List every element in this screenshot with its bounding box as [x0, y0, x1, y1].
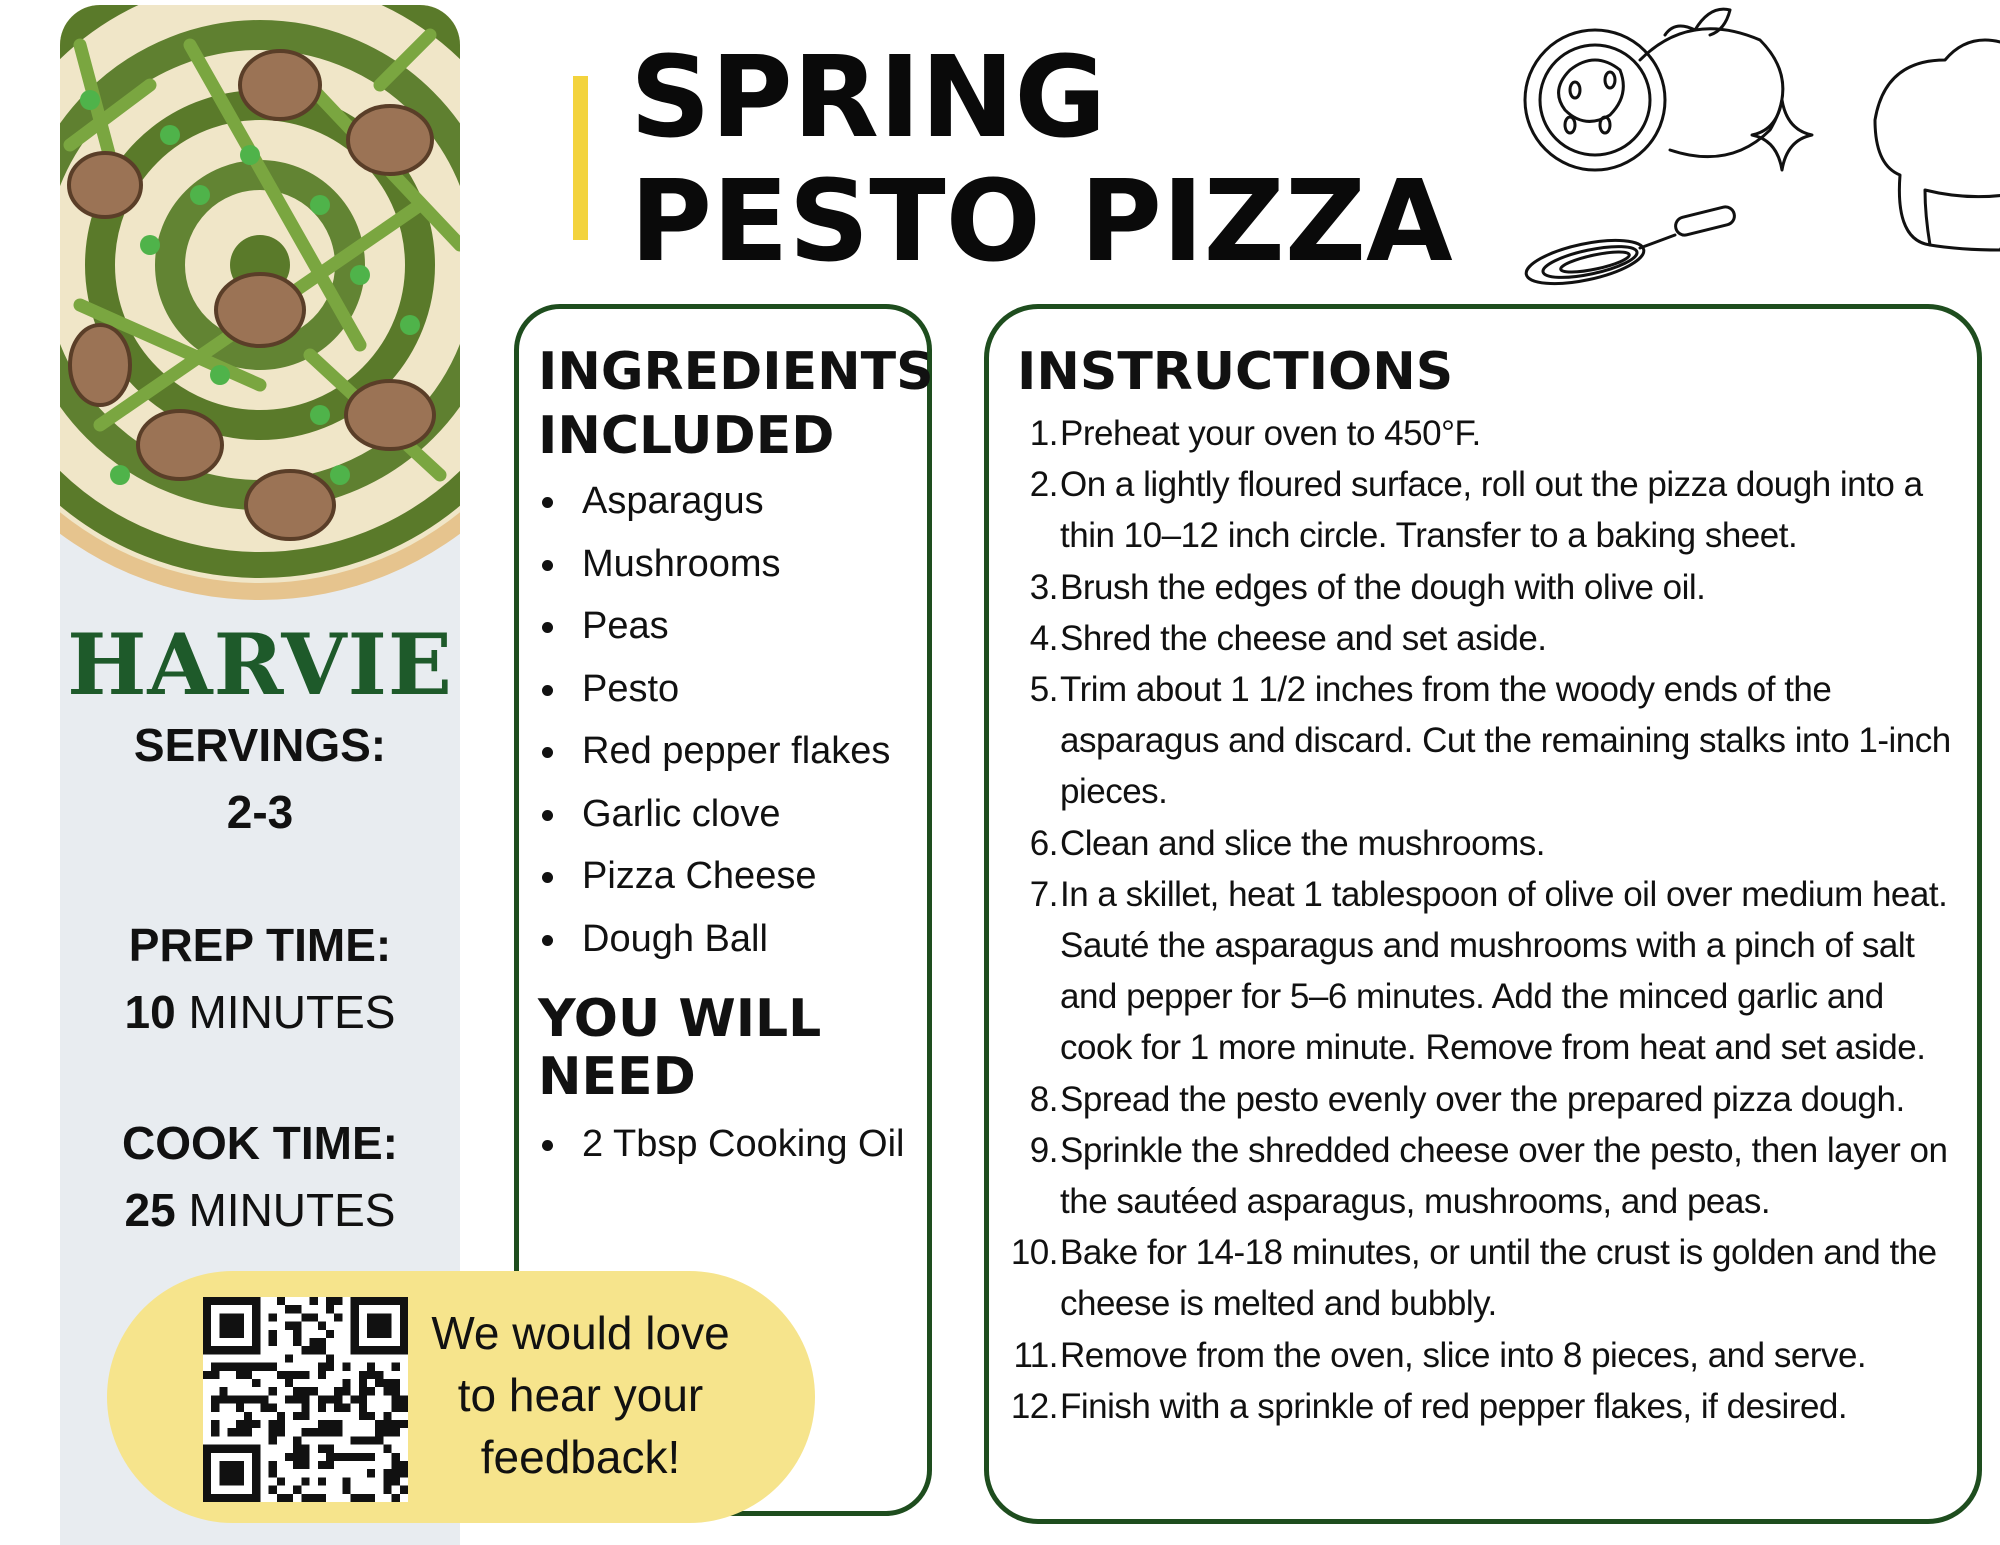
step-number: 8.	[1029, 1079, 1058, 1119]
ingredients-heading-line1: INGREDIENTS	[538, 342, 934, 402]
step-text: Sprinkle the shredded cheese over the pesto, then layer on the sautéed asparagus, mushrooms, and peas.	[1060, 1130, 1948, 1222]
step-text: Trim about 1 1/2 inches from the woody ends of the asparagus and discard. Cut the remaining stalks into 1-inch pieces.	[1060, 670, 1951, 812]
step-number: 12.	[1010, 1386, 1058, 1426]
prep-time-number: 10	[124, 986, 176, 1038]
servings-value: 2-3	[226, 786, 294, 838]
cook-time-number: 25	[124, 1184, 176, 1236]
list-item	[1000, 408, 1960, 459]
step-text: Preheat your oven to 450°F.	[1060, 414, 1481, 453]
list-item: Pesto	[538, 658, 918, 721]
instructions-heading: INSTRUCTIONS	[1017, 342, 1454, 402]
cook-time-label: COOK TIME:	[122, 1117, 398, 1169]
list-item	[1000, 562, 1960, 613]
step-text: Shred the cheese and set aside.	[1060, 618, 1547, 658]
step-text: Brush the edges of the dough with olive oil.	[1060, 567, 1706, 607]
you-will-need-list	[538, 1113, 918, 1175]
list-item: Pizza Cheese	[538, 845, 918, 908]
step-number: 10.	[1010, 1233, 1058, 1273]
step-number: 4.	[1029, 618, 1058, 658]
cook-time-value	[60, 1183, 460, 1237]
you-will-need-heading-line1: YOU WILL	[538, 989, 822, 1049]
list-item	[1000, 1227, 1960, 1329]
list-item	[1000, 1381, 1960, 1432]
qr-code-graphic	[203, 1297, 408, 1502]
page-title: SPRING PESTO PIZZA	[630, 33, 1453, 287]
cook-time-unit: MINUTES	[188, 1184, 396, 1236]
list-item: Asparagus	[538, 470, 918, 533]
feedback-line3: feedback!	[480, 1431, 681, 1483]
ingredients-heading	[538, 340, 934, 468]
ingredients-heading-line2: INCLUDED	[538, 406, 835, 466]
feedback-message	[418, 1302, 743, 1488]
list-item	[1000, 613, 1960, 664]
list-item	[1000, 1074, 1960, 1125]
step-text: Finish with a sprinkle of red pepper flakes, if desired.	[1060, 1386, 1848, 1426]
servings-label: SERVINGS:	[133, 719, 387, 771]
list-item: Dough Ball	[538, 908, 918, 971]
step-number: 9.	[1029, 1130, 1058, 1170]
kitchen-doodles	[1510, 0, 2000, 300]
feedback-line1: We would love	[431, 1307, 730, 1359]
ingredients-list	[538, 470, 918, 970]
feedback-line2: to hear your	[457, 1369, 704, 1421]
list-item	[1000, 664, 1960, 818]
you-will-need-heading	[538, 990, 821, 1106]
step-text: Remove from the oven, slice into 8 pieces, and serve.	[1060, 1335, 1867, 1375]
title-accent-bar	[573, 76, 588, 240]
step-number: 1.	[1029, 414, 1058, 453]
step-number: 6.	[1029, 823, 1058, 863]
step-number: 7.	[1029, 874, 1058, 914]
list-item: Mushrooms	[538, 533, 918, 596]
step-text: Spread the pesto evenly over the prepared pizza dough.	[1060, 1079, 1905, 1119]
list-item	[1000, 818, 1960, 869]
list-item	[1000, 459, 1960, 561]
list-item	[1000, 1125, 1960, 1227]
step-text: On a lightly floured surface, roll out the pizza dough into a thin 10–12 inch circle. Transfer to a baking sheet.	[1060, 465, 1923, 556]
list-item: 2 Tbsp Cooking Oil	[538, 1113, 918, 1175]
brand-logo: HARVIE	[67, 615, 453, 714]
you-will-need-heading-line2: NEED	[538, 1047, 696, 1107]
step-number: 5.	[1029, 670, 1058, 710]
pizza-photo	[60, 5, 460, 600]
step-text: Bake for 14-18 minutes, or until the crust is golden and the cheese is melted and bubbly.	[1060, 1233, 1937, 1324]
prep-time-label: PREP TIME:	[128, 919, 392, 971]
list-item: Peas	[538, 595, 918, 658]
list-item	[1000, 869, 1960, 1074]
step-text: Clean and slice the mushrooms.	[1060, 823, 1545, 863]
pizza-illustration	[60, 5, 460, 600]
step-number: 11.	[1013, 1335, 1058, 1375]
step-number: 2.	[1029, 465, 1058, 505]
prep-time-value	[60, 985, 460, 1039]
chef-hat-icon	[1875, 40, 2000, 250]
sparkle-icon	[1752, 100, 1812, 170]
list-item	[1000, 1330, 1960, 1381]
prep-time-unit: MINUTES	[188, 986, 396, 1038]
step-text: In a skillet, heat 1 tablespoon of olive oil over medium heat. Sauté the asparagus and mushrooms with a pinch of salt and pepper for 5–6 minutes. Add the minced garlic and cook for 1 more minute. Remove from heat and set aside.	[1060, 874, 1948, 1068]
tomato-icon	[1525, 9, 1783, 170]
whisk-icon	[1523, 205, 1737, 292]
instructions-list	[1000, 408, 1960, 1432]
list-item: Red pepper flakes	[538, 720, 918, 783]
qr-code-icon[interactable]	[203, 1297, 408, 1502]
step-number: 3.	[1029, 567, 1058, 607]
list-item: Garlic clove	[538, 783, 918, 846]
